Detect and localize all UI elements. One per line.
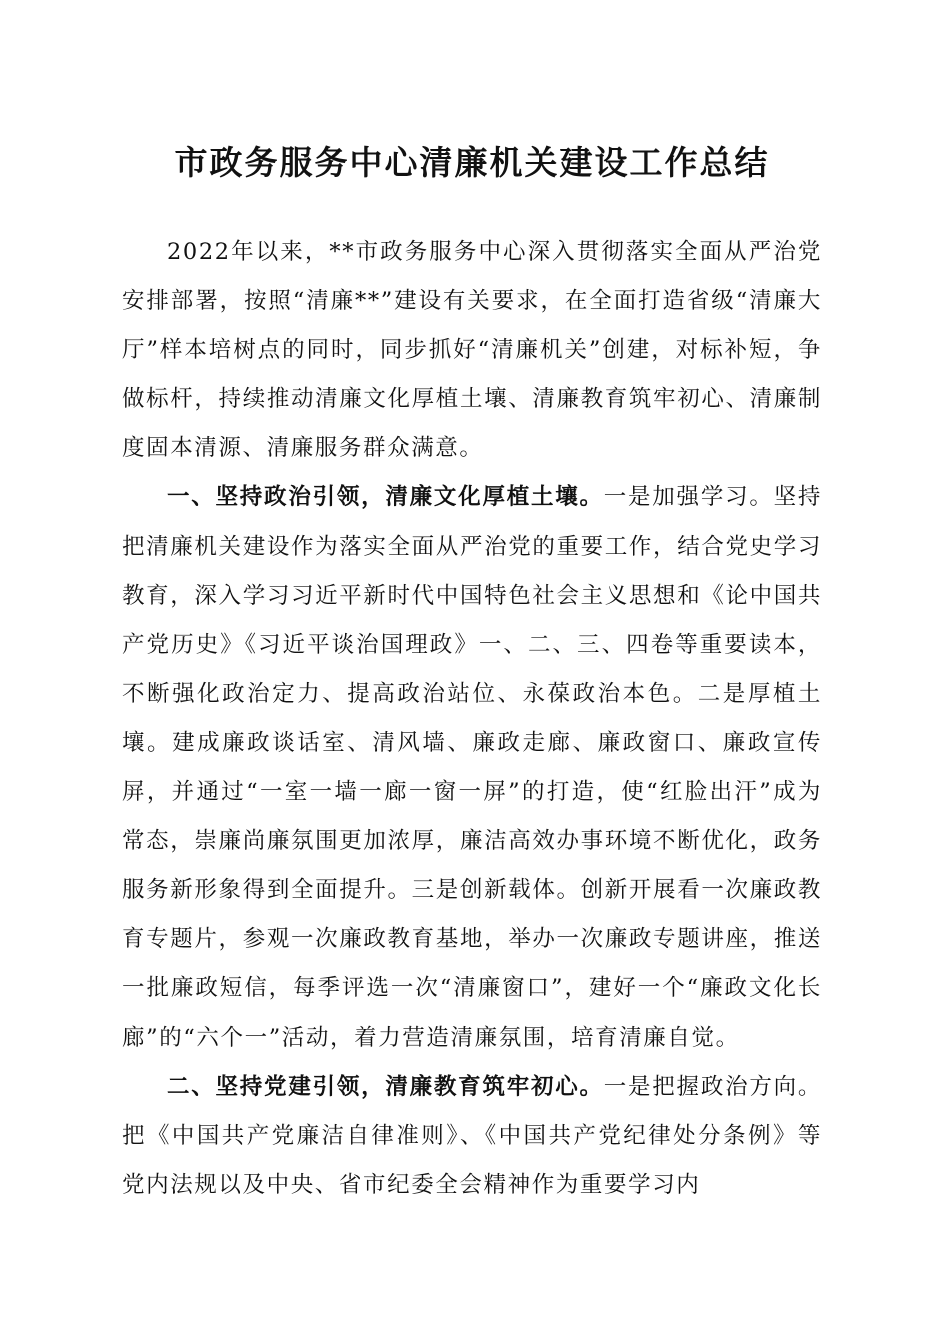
section-2-text: 一是把握政治方向。把《中国共产党廉洁自律准则》、《中国共产党纪律处分条例》等党内法规以及中央、省市纪委全会精神作为重要学习内 <box>122 1073 822 1198</box>
intro-paragraph: 2022年以来，**市政务服务中心深入贯彻落实全面从严治党安排部署，按照“清廉**”建设有关要求，在全面打造省级“清廉大厅”样本培树点的同时，同步抓好“清廉机关”创建，对标补短，争做标杆，持续推动清廉文化厚植土壤、清廉教育筑牢初心、清廉制度固本清源、清廉服务群众满意。 <box>122 239 822 462</box>
document-title: 市政务服务中心清廉机关建设工作总结 <box>174 143 770 182</box>
section-2-paragraph <box>122 1063 822 1210</box>
section-1-heading: 一、坚持政治引领，清廉文化厚植土壤。 <box>167 484 604 511</box>
section-1-paragraph <box>122 473 822 1062</box>
section-2-heading: 二、坚持党建引领，清廉教育筑牢初心。 <box>167 1073 604 1100</box>
document-body <box>122 228 822 1210</box>
section-1-text: 一是加强学习。坚持把清廉机关建设作为落实全面从严治党的重要工作，结合党史学习教育，深入学习习近平新时代中国特色社会主义思想和《论中国共产党历史》《习近平谈治国理政》一、二、三、四卷等重要读本，不断强化政治定力、提高政治站位、永葆政治本色。二是厚植土壤。建成廉政谈话室、清风墙、廉政走廊、廉政窗口、廉政宣传屏，并通过“一室一墙一廊一窗一屏”的打造，使“红脸出汗”成为常态，崇廉尚廉氛围更加浓厚，廉洁高效办事环境不断优化，政务服务新形象得到全面提升。三是创新载体。创新开展看一次廉政教育专题片，参观一次廉政教育基地，举办一次廉政专题讲座，推送一批廉政短信，每季评选一次“清廉窗口”，建好一个“廉政文化长廊”的“六个一”活动，着力营造清廉氛围，培育清廉自觉。 <box>122 484 822 1051</box>
